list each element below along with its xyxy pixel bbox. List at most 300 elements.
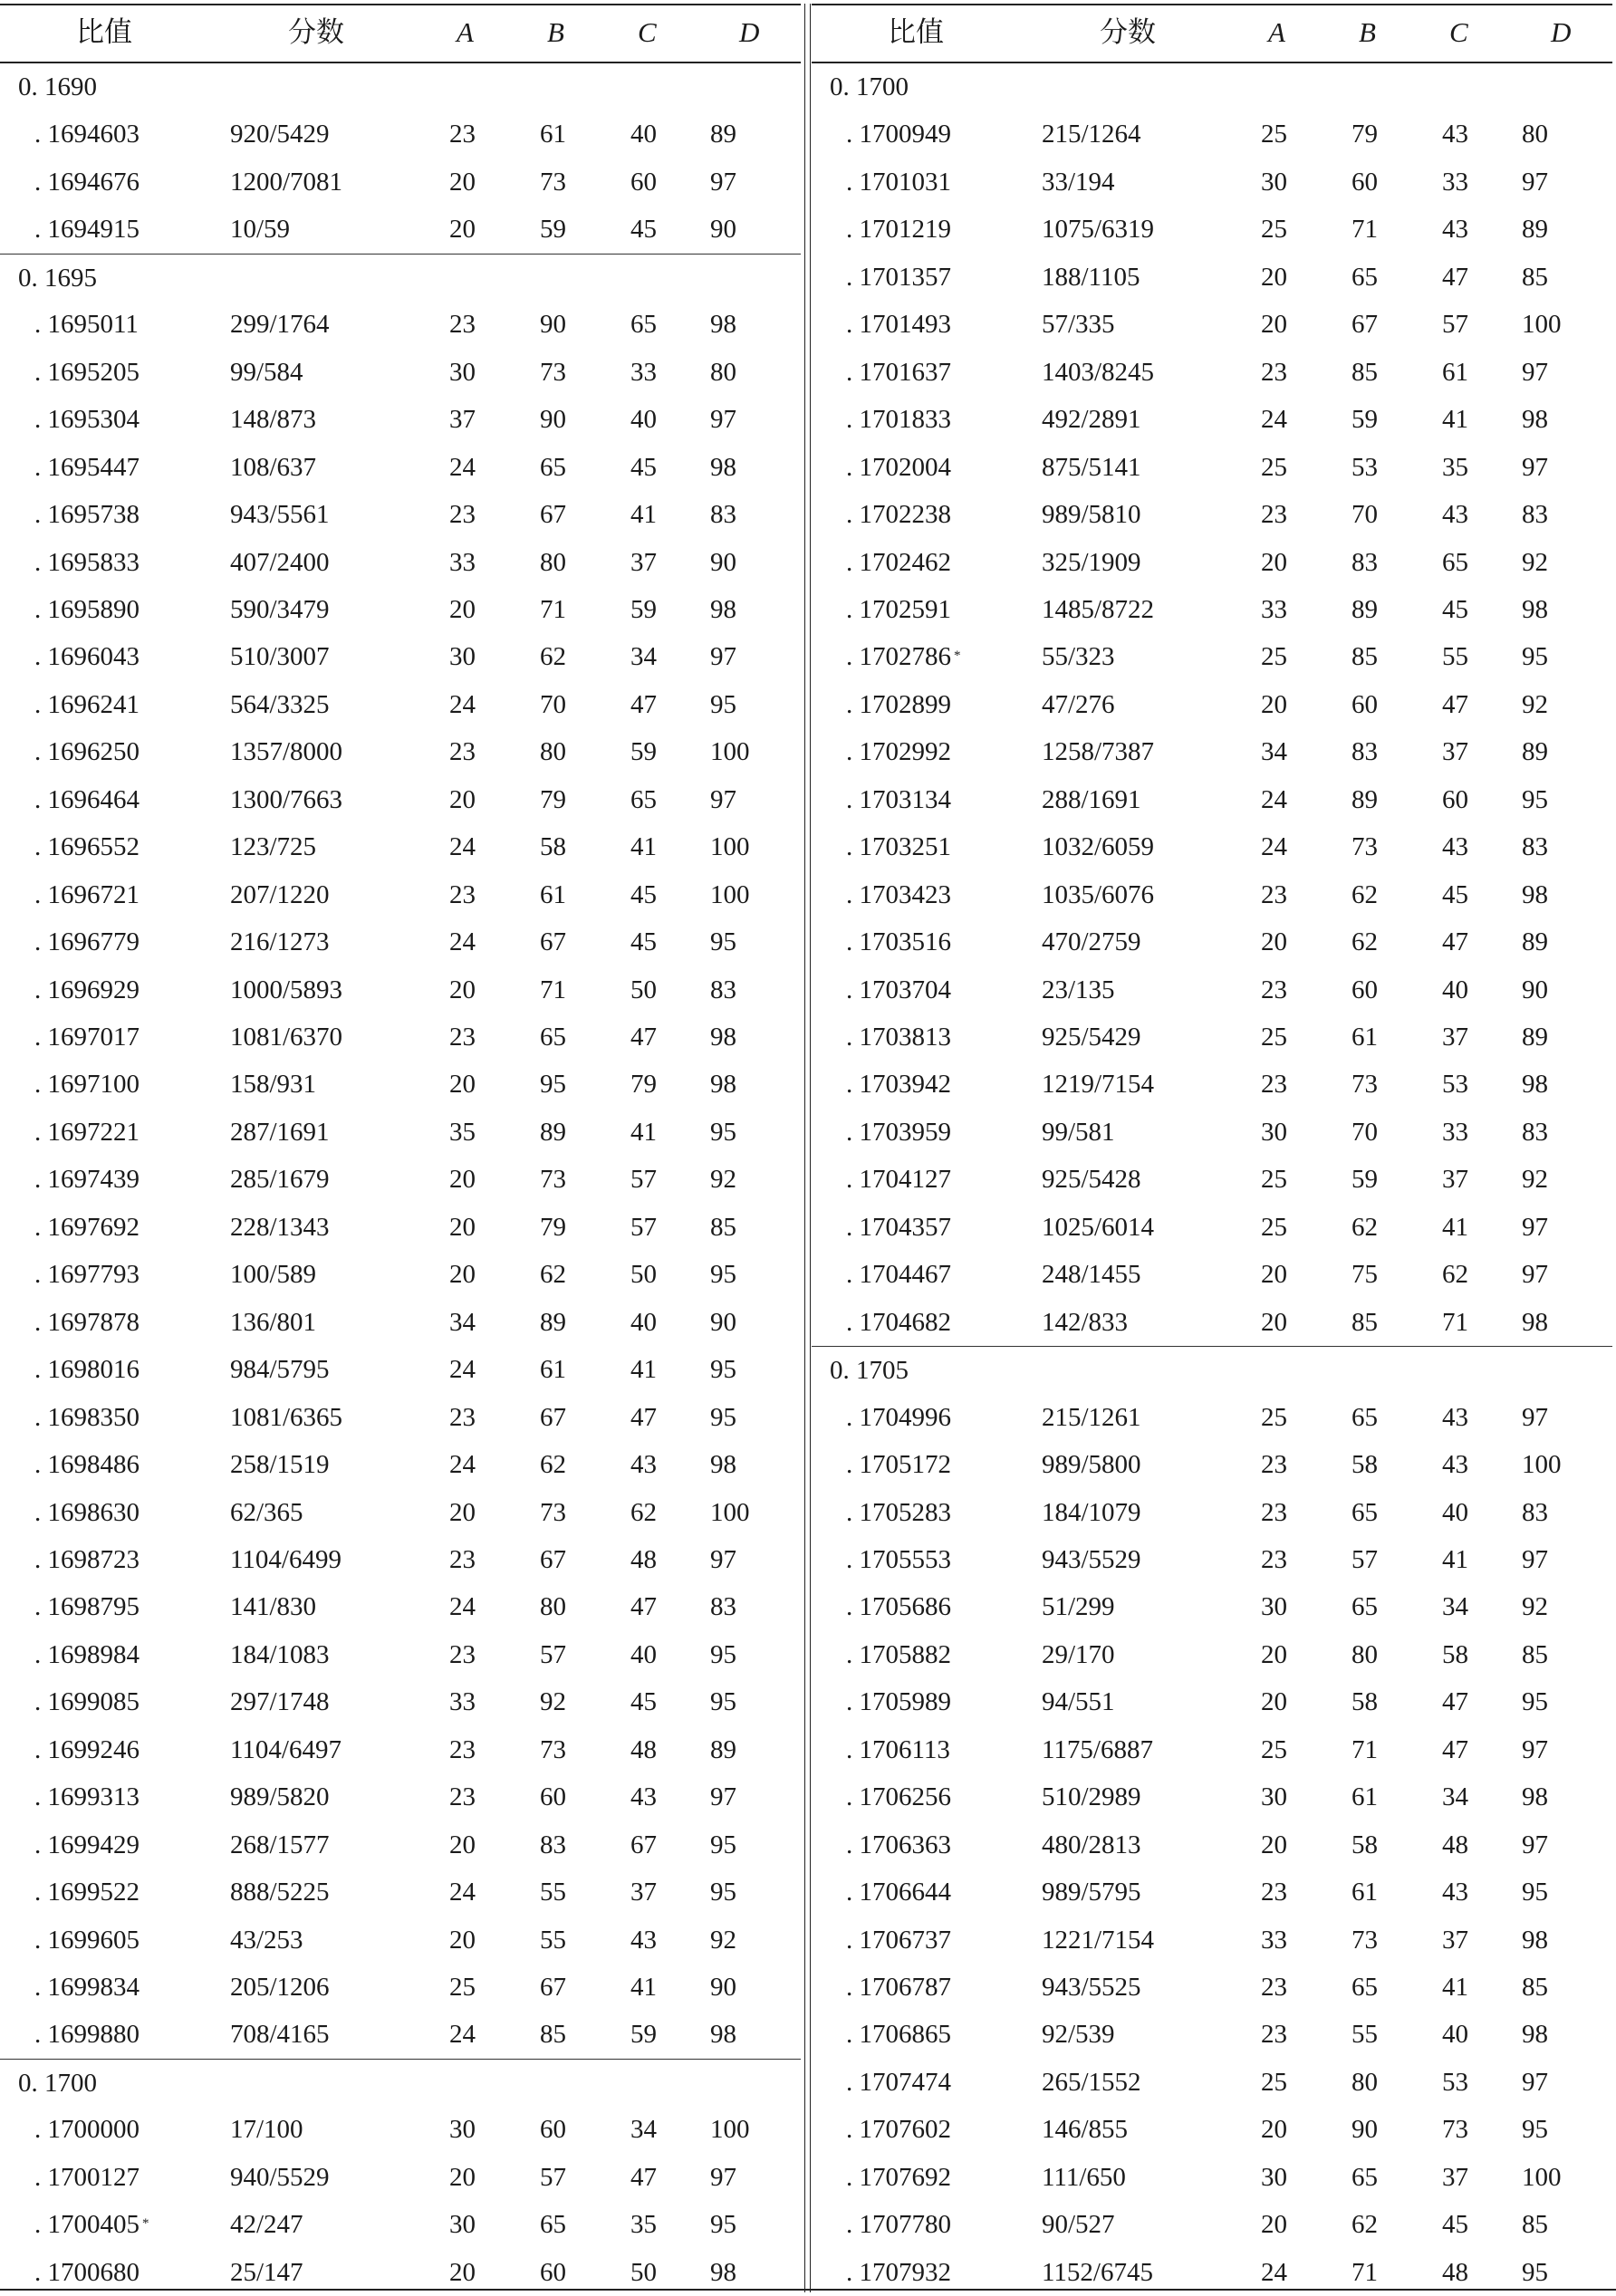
fraction-cell	[1042, 403, 1141, 436]
table-row	[0, 1964, 801, 2012]
b-cell	[540, 546, 566, 579]
c-cell-text: 43	[1442, 1878, 1468, 1907]
c-cell	[1442, 308, 1468, 341]
ratio-cell-text: . 1705686	[846, 1592, 951, 1622]
fraction-cell-text: 590/3479	[230, 594, 330, 624]
a-cell-text: 20	[449, 1165, 476, 1195]
fraction-cell-text: 564/3325	[230, 689, 330, 719]
d-cell	[1522, 546, 1548, 579]
ratio-cell-text: . 1695833	[34, 547, 139, 577]
a-cell-text: 20	[1261, 2115, 1287, 2145]
table-row	[0, 871, 801, 919]
c-cell-text: 57	[630, 1165, 657, 1195]
b-cell-text: 61	[1351, 1782, 1378, 1812]
b-cell	[540, 118, 566, 150]
c-cell-text: 57	[630, 1212, 657, 1242]
ratio-cell	[846, 2113, 951, 2146]
footnote-mark: *	[954, 648, 961, 664]
b-cell	[540, 1971, 566, 2003]
fraction-cell-text: 17/100	[230, 2115, 303, 2145]
ratio-cell	[34, 1401, 139, 1434]
fraction-cell	[1042, 688, 1115, 721]
b-cell-text: 65	[540, 2210, 566, 2240]
d-cell	[710, 688, 736, 721]
fraction-cell-text: 1300/7663	[230, 784, 343, 814]
a-cell	[1261, 926, 1287, 958]
header-b: B	[547, 16, 564, 48]
c-cell	[1442, 831, 1468, 863]
b-cell	[1351, 831, 1378, 863]
a-cell-text: 20	[1261, 1830, 1287, 1859]
b-cell-text: 58	[1351, 1830, 1378, 1859]
fraction-cell-text: 92/539	[1042, 2020, 1115, 2050]
d-cell	[710, 451, 736, 484]
b-cell-text: 62	[540, 642, 566, 672]
ratio-cell	[34, 498, 139, 531]
group-heading: 0. 1695	[18, 263, 97, 293]
fraction-cell	[230, 2161, 330, 2194]
ratio-cell	[846, 1258, 951, 1291]
b-cell-text: 60	[1351, 167, 1378, 197]
a-cell-text: 23	[1261, 1544, 1287, 1574]
c-cell	[630, 1163, 657, 1196]
b-cell	[1351, 1448, 1378, 1481]
a-cell-text: 20	[449, 784, 476, 814]
table-row	[812, 1917, 1612, 1965]
b-cell-text: 67	[540, 927, 566, 957]
c-cell	[630, 213, 657, 245]
b-cell	[1351, 2018, 1378, 2051]
b-cell-text: 62	[1351, 2210, 1378, 2240]
table-row	[0, 586, 801, 634]
a-cell	[1261, 1496, 1287, 1529]
c-cell	[1442, 498, 1468, 531]
fraction-cell-text: 10/59	[230, 215, 291, 245]
a-cell-text: 20	[449, 1212, 476, 1242]
b-cell-text: 73	[540, 1734, 566, 1764]
fraction-cell	[230, 783, 342, 816]
d-cell-text: 98	[1522, 1925, 1548, 1955]
d-cell-text: 90	[710, 1973, 736, 2002]
b-cell	[540, 688, 566, 721]
ratio-cell-text: . 1698630	[34, 1497, 139, 1527]
b-cell-text: 80	[540, 737, 566, 767]
table-row	[812, 1156, 1612, 1204]
c-cell	[630, 2256, 657, 2289]
c-cell-text: 37	[1442, 737, 1468, 767]
fraction-cell	[1042, 1021, 1141, 1053]
d-cell	[1522, 1686, 1548, 1718]
fraction-cell-text: 1200/7081	[230, 167, 343, 197]
table-row	[0, 1346, 801, 1394]
b-cell	[1351, 261, 1378, 293]
c-cell	[1442, 1734, 1468, 1766]
fraction-cell	[230, 593, 330, 626]
ratio-cell	[34, 1116, 139, 1148]
d-cell-text: 97	[1522, 2067, 1548, 2097]
fraction-cell	[230, 1306, 316, 1339]
c-cell-text: 34	[1442, 1782, 1468, 1812]
fraction-cell-text: 205/1206	[230, 1973, 330, 2002]
b-cell	[1351, 1211, 1378, 1244]
b-cell-text: 90	[540, 310, 566, 340]
ratio-cell-text: . 1698486	[34, 1450, 139, 1480]
ratio-cell-text: . 1701637	[846, 357, 951, 387]
b-cell-text: 61	[540, 120, 566, 149]
b-cell-text: 85	[1351, 642, 1378, 672]
c-cell	[1442, 1021, 1468, 1053]
fraction-cell-text: 287/1691	[230, 1117, 330, 1147]
ratio-cell	[34, 1258, 139, 1291]
a-cell-text: 24	[449, 2020, 476, 2050]
a-cell	[1261, 1638, 1287, 1671]
a-cell-text: 30	[1261, 1782, 1287, 1812]
table-row	[812, 1489, 1612, 1537]
fraction-cell	[1042, 2066, 1141, 2099]
c-cell-text: 41	[1442, 1973, 1468, 2002]
c-cell	[1442, 1496, 1468, 1529]
a-cell	[1261, 1590, 1287, 1623]
fraction-cell-text: 62/365	[230, 1497, 303, 1527]
ratio-cell	[846, 1211, 951, 1244]
fraction-cell-text: 1104/6499	[230, 1544, 341, 1574]
table-row	[0, 1394, 801, 1442]
a-cell-text: 25	[1261, 1023, 1287, 1052]
d-cell	[1522, 879, 1548, 911]
b-cell-text: 79	[540, 1212, 566, 1242]
c-cell	[630, 1924, 657, 1956]
b-cell-text: 60	[540, 1782, 566, 1812]
header-c: C	[1449, 16, 1468, 48]
b-cell	[540, 2161, 566, 2194]
d-cell-text: 97	[710, 2162, 736, 2192]
a-cell-text: 23	[1261, 1497, 1287, 1527]
ratio-cell-text: . 1697793	[34, 1260, 139, 1290]
fraction-cell-text: 1357/8000	[230, 737, 343, 767]
footnote-mark: *	[142, 2216, 149, 2232]
table-row	[812, 1061, 1612, 1109]
ratio-cell	[846, 308, 951, 341]
b-cell	[540, 1590, 566, 1623]
b-cell-text: 65	[540, 452, 566, 482]
a-cell	[449, 1924, 476, 1956]
a-cell	[1261, 261, 1287, 293]
fraction-cell	[230, 1590, 316, 1623]
b-cell	[540, 308, 566, 341]
d-cell-text: 97	[1522, 1402, 1548, 1432]
d-cell	[1522, 451, 1548, 484]
fraction-cell	[1042, 356, 1154, 389]
a-cell	[1261, 1306, 1287, 1339]
table-half-left	[0, 0, 801, 2292]
ratio-cell	[34, 2161, 139, 2194]
fraction-cell	[1042, 308, 1115, 341]
a-cell-text: 23	[449, 879, 476, 909]
c-cell-text: 37	[630, 1878, 657, 1907]
b-cell-text: 65	[1351, 1402, 1378, 1432]
fraction-cell	[230, 879, 330, 911]
b-cell	[1351, 1829, 1378, 1861]
c-cell	[630, 831, 657, 863]
fraction-cell-text: 925/5428	[1042, 1165, 1141, 1195]
a-cell-text: 33	[1261, 1925, 1287, 1955]
c-cell	[1442, 1448, 1468, 1481]
d-cell-text: 98	[1522, 1307, 1548, 1337]
a-cell-text: 30	[1261, 167, 1287, 197]
fraction-cell-text: 43/253	[230, 1925, 303, 1955]
a-cell-text: 20	[1261, 1639, 1287, 1669]
d-cell-text: 80	[1522, 120, 1548, 149]
c-cell-text: 55	[1442, 642, 1468, 672]
b-cell-text: 60	[540, 2257, 566, 2287]
b-cell	[540, 498, 566, 531]
b-cell	[1351, 926, 1378, 958]
fraction-cell-text: 184/1083	[230, 1639, 330, 1669]
a-cell	[449, 879, 476, 911]
fraction-cell	[1042, 261, 1140, 293]
b-cell	[1351, 1068, 1378, 1100]
b-cell	[540, 1401, 566, 1434]
fraction-cell	[1042, 1924, 1154, 1956]
table-row	[0, 776, 801, 824]
ratio-cell-text: . 1706787	[846, 1973, 951, 2002]
d-cell	[710, 1590, 736, 1623]
a-cell	[449, 1734, 476, 1766]
a-cell	[449, 403, 476, 436]
d-cell	[1522, 1829, 1548, 1861]
group-heading: 0. 1705	[830, 1356, 909, 1386]
fraction-cell	[1042, 783, 1141, 816]
ratio-cell-text: . 1702899	[846, 689, 951, 719]
a-cell	[449, 1638, 476, 1671]
fraction-cell	[230, 831, 316, 863]
d-cell	[1522, 498, 1548, 531]
a-cell-text: 23	[449, 1402, 476, 1432]
table-header	[812, 5, 1612, 63]
b-cell	[540, 1924, 566, 1956]
ratio-cell	[846, 1021, 951, 1053]
b-cell	[540, 1781, 566, 1813]
ratio-cell	[34, 783, 139, 816]
ratio-cell	[846, 879, 951, 911]
c-cell-text: 43	[630, 1450, 657, 1480]
fraction-cell-text: 325/1909	[1042, 547, 1141, 577]
b-cell-text: 71	[1351, 2257, 1378, 2287]
c-cell	[630, 1829, 657, 1861]
fraction-cell-text: 55/323	[1042, 642, 1115, 672]
c-cell	[630, 926, 657, 958]
c-cell-text: 45	[630, 215, 657, 245]
ratio-cell-text: . 1695738	[34, 500, 139, 530]
c-cell	[1442, 118, 1468, 150]
fraction-cell-text: 207/1220	[230, 879, 330, 909]
b-cell-text: 62	[1351, 927, 1378, 957]
a-cell-text: 20	[449, 215, 476, 245]
a-cell	[449, 926, 476, 958]
c-cell-text: 65	[630, 310, 657, 340]
fraction-cell-text: 989/5800	[1042, 1450, 1141, 1480]
table-row	[812, 110, 1612, 159]
ratio-cell-text: . 1706865	[846, 2020, 951, 2050]
b-cell	[540, 1686, 566, 1718]
ratio-cell-text: . 1699522	[34, 1878, 139, 1907]
a-cell-text: 33	[449, 547, 476, 577]
ratio-cell-text: . 1698350	[34, 1402, 139, 1432]
fraction-cell	[230, 118, 330, 150]
c-cell-text: 58	[1442, 1639, 1468, 1669]
a-cell-text: 20	[449, 975, 476, 1004]
d-cell	[1522, 688, 1548, 721]
fraction-cell-text: 33/194	[1042, 167, 1115, 197]
c-cell-text: 45	[630, 452, 657, 482]
a-cell-text: 25	[1261, 642, 1287, 672]
a-cell-text: 37	[449, 405, 476, 435]
table-row	[812, 1773, 1612, 1821]
d-cell-text: 95	[710, 689, 736, 719]
a-cell-text: 23	[449, 500, 476, 530]
ratio-cell-text: . 1701357	[846, 262, 951, 292]
ratio-cell-text: . 1705882	[846, 1639, 951, 1669]
d-cell-text: 83	[1522, 1497, 1548, 1527]
ratio-cell	[846, 1306, 951, 1339]
a-cell	[1261, 2256, 1287, 2289]
d-cell-text: 92	[1522, 547, 1548, 577]
d-cell-text: 83	[1522, 832, 1548, 862]
header-d: D	[1551, 16, 1572, 48]
ratio-cell	[846, 1163, 951, 1196]
b-cell-text: 75	[1351, 1260, 1378, 1290]
b-cell	[1351, 118, 1378, 150]
d-cell-text: 89	[1522, 1023, 1548, 1052]
a-cell-text: 23	[449, 1734, 476, 1764]
b-cell-text: 71	[1351, 215, 1378, 245]
a-cell-text: 24	[449, 1450, 476, 1480]
fraction-cell	[1042, 1686, 1115, 1718]
table-row	[0, 1299, 801, 1347]
a-cell	[1261, 2161, 1287, 2194]
a-cell	[1261, 1258, 1287, 1291]
c-cell-text: 47	[1442, 689, 1468, 719]
ratio-cell-text: . 1707602	[846, 2115, 951, 2145]
c-cell-text: 57	[1442, 310, 1468, 340]
c-cell-text: 73	[1442, 2115, 1468, 2145]
fraction-cell-text: 94/551	[1042, 1687, 1115, 1717]
a-cell	[1261, 1211, 1287, 1244]
fraction-cell-text: 258/1519	[230, 1450, 330, 1480]
d-cell	[1522, 783, 1548, 816]
a-cell	[449, 356, 476, 389]
table-row	[812, 1583, 1612, 1631]
c-cell-text: 65	[1442, 547, 1468, 577]
fraction-cell	[230, 498, 330, 531]
ratio-cell-text: . 1703251	[846, 832, 951, 862]
c-cell	[1442, 261, 1468, 293]
header-b: B	[1359, 16, 1376, 48]
a-cell-text: 24	[449, 832, 476, 862]
b-cell	[1351, 783, 1378, 816]
ratio-cell-text: . 1697878	[34, 1307, 139, 1337]
b-cell-text: 67	[540, 1402, 566, 1432]
fraction-cell-text: 228/1343	[230, 1212, 330, 1242]
bottom-rule	[0, 2289, 1616, 2291]
d-cell	[710, 166, 736, 198]
a-cell	[1261, 2018, 1287, 2051]
b-cell	[1351, 640, 1378, 673]
ratio-cell	[34, 1638, 139, 1671]
a-cell-text: 24	[1261, 784, 1287, 814]
c-cell	[1442, 593, 1468, 626]
b-cell-text: 67	[540, 500, 566, 530]
b-cell-text: 67	[540, 1973, 566, 2002]
d-cell-text: 90	[1522, 975, 1548, 1004]
a-cell-text: 23	[1261, 357, 1287, 387]
ratio-cell-text: . 1705553	[846, 1544, 951, 1574]
a-cell	[449, 1971, 476, 2003]
d-cell-text: 95	[1522, 2115, 1548, 2145]
a-cell-text: 20	[449, 1830, 476, 1859]
table-row	[0, 1441, 801, 1489]
fraction-cell-text: 108/637	[230, 452, 317, 482]
a-cell	[449, 1258, 476, 1291]
a-cell	[1261, 1401, 1287, 1434]
table-row	[0, 1726, 801, 1774]
c-cell-text: 37	[1442, 1925, 1468, 1955]
d-cell	[1522, 2018, 1548, 2051]
d-cell-text: 100	[1522, 310, 1562, 340]
c-cell	[1442, 974, 1468, 1006]
d-cell-text: 95	[710, 1687, 736, 1717]
a-cell-text: 25	[1261, 1734, 1287, 1764]
c-cell-text: 43	[1442, 215, 1468, 245]
a-cell	[449, 1068, 476, 1100]
c-cell	[630, 546, 657, 579]
d-cell	[1522, 2208, 1548, 2241]
ratio-cell-text: . 1702786	[846, 642, 951, 672]
c-cell-text: 62	[630, 1497, 657, 1527]
d-cell-text: 83	[1522, 500, 1548, 530]
fraction-cell	[230, 735, 342, 768]
c-cell-text: 79	[630, 1070, 657, 1100]
ratio-cell-text: . 1699313	[34, 1782, 139, 1812]
header-fraction: 分数	[288, 16, 344, 48]
c-cell-text: 33	[1442, 1117, 1468, 1147]
b-cell-text: 89	[1351, 594, 1378, 624]
c-cell	[630, 640, 657, 673]
table-row	[812, 823, 1612, 871]
b-cell-text: 60	[1351, 975, 1378, 1004]
c-cell-text: 59	[630, 2020, 657, 2050]
ratio-cell-text: . 1702238	[846, 500, 951, 530]
fraction-cell	[230, 974, 342, 1006]
ratio-cell	[34, 308, 139, 341]
d-cell	[710, 1021, 736, 1053]
fraction-cell	[1042, 1829, 1141, 1861]
ratio-cell-text: . 1703704	[846, 975, 951, 1004]
table-row	[0, 2106, 801, 2154]
b-cell-text: 95	[540, 1070, 566, 1100]
group-heading-row	[812, 1346, 1612, 1395]
a-cell	[449, 974, 476, 1006]
table-row	[0, 1773, 801, 1821]
c-cell	[1442, 356, 1468, 389]
b-cell	[540, 2256, 566, 2289]
ratio-cell-text: . 1695205	[34, 357, 139, 387]
c-cell	[1442, 1924, 1468, 1956]
c-cell	[630, 1781, 657, 1813]
d-cell-text: 83	[1522, 1117, 1548, 1147]
fraction-cell	[1042, 1543, 1141, 1576]
ratio-cell	[846, 1686, 951, 1718]
